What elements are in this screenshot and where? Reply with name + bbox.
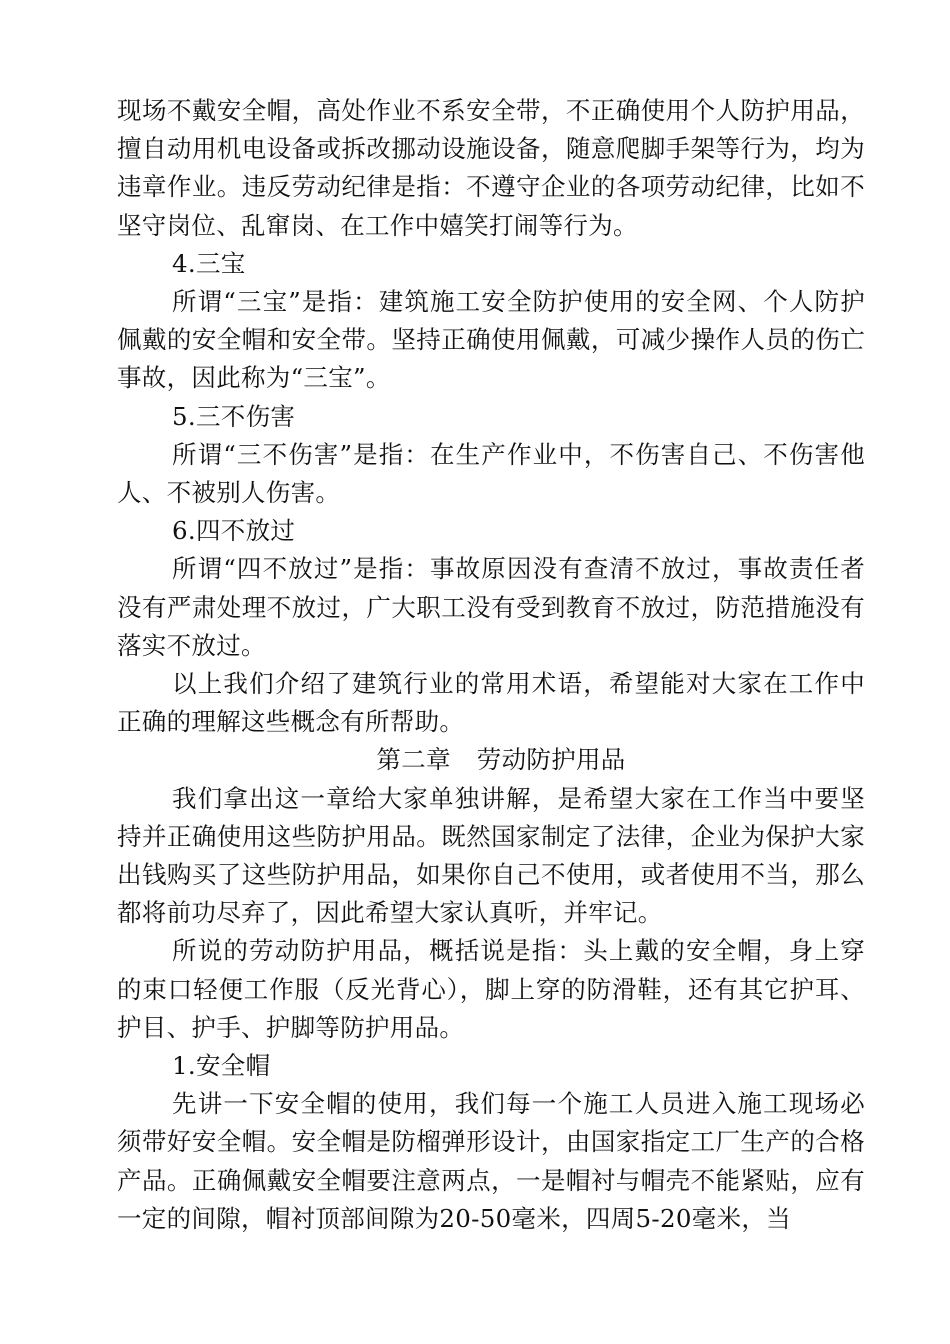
- section-heading-san-bu-shang-hai: 5.三不伤害: [172, 401, 296, 431]
- document-page: [117, 92, 865, 1238]
- paragraph-san-bao: 所谓“三宝”是指：建筑施工安全防护使用的安全网、个人防护佩戴的安全帽和安全带。坚持正确使用佩戴，可减少操作人员的伤亡事故，因此称为“三宝”。: [117, 287, 865, 393]
- chapter-number: 第二章: [376, 745, 451, 775]
- paragraph-safety-helmet: 先讲一下安全帽的使用，我们每一个施工人员进入施工现场必须带好安全帽。安全帽是防榴弹形设计，由国家指定工厂生产的合格产品。正确佩戴安全帽要注意两点，一是帽衬与帽壳不能紧贴，应有一定的间隙，帽衬顶部间隙为20-50毫米，四周5-20毫米，当: [117, 1089, 865, 1233]
- section-heading-safety-helmet: 1.安全帽: [172, 1051, 271, 1081]
- section-heading-si-bu-fang-guo: 6.四不放过: [172, 516, 296, 546]
- chapter-heading: [117, 741, 865, 779]
- paragraph-chapter-intro: 我们拿出这一章给大家单独讲解，是希望大家在工作当中要坚持并正确使用这些防护用品。既然国家制定了法律，企业为保护大家出钱购买了这些防护用品，如果你自己不使用，或者使用不当，那么都将前功尽弃了，因此希望大家认真听，并牢记。: [117, 783, 865, 928]
- paragraph-continuation: 现场不戴安全帽，高处作业不系安全带，不正确使用个人防护用品，擅自动用机电设备或拆改挪动设施设备，随意爬脚手架等行为，均为违章作业。违反劳动纪律是指：不遵守企业的各项劳动纪律，比如不坚守岗位、乱窜岗、在工作中嬉笑打闹等行为。: [117, 96, 865, 240]
- paragraph-summary: 以上我们介绍了建筑行业的常用术语，希望能对大家在工作中正确的理解这些概念有所帮助。: [117, 669, 865, 737]
- paragraph-san-bu-shang-hai: 所谓“三不伤害”是指：在生产作业中，不伤害自己、不伤害他人、不被别人伤害。: [117, 439, 865, 508]
- chapter-title: 劳动防护用品: [476, 745, 626, 775]
- paragraph-protective-equipment: 所说的劳动防护用品，概括说是指：头上戴的安全帽，身上穿的束口轻便工作服（反光背心），脚上穿的防滑鞋，还有其它护耳、护目、护手、护脚等防护用品。: [117, 936, 865, 1042]
- paragraph-si-bu-fang-guo: 所谓“四不放过”是指：事故原因没有查清不放过，事故责任者没有严肃处理不放过，广大职工没有受到教育不放过，防范措施没有落实不放过。: [117, 554, 865, 660]
- section-heading-san-bao: 4.三宝: [172, 248, 246, 278]
